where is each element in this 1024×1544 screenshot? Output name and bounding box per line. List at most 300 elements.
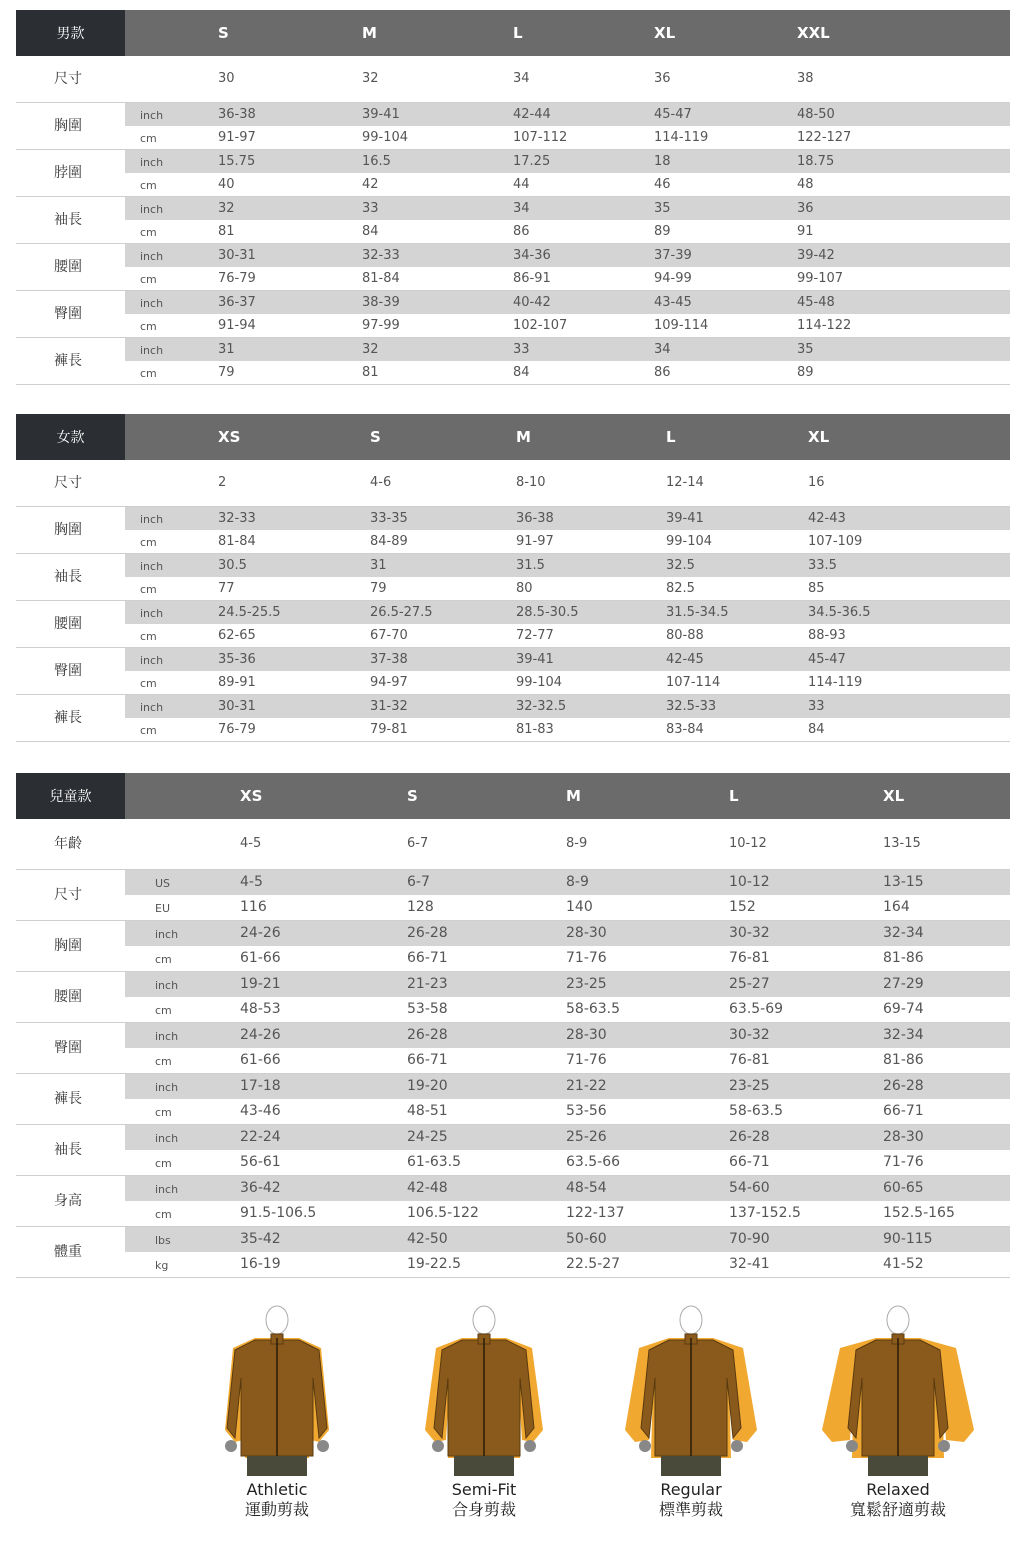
unit-label: cm (140, 677, 157, 690)
table-row (125, 1125, 1010, 1150)
table-cell: 8-9 (566, 836, 588, 851)
men-size-heading: L (513, 24, 523, 42)
row-label: 褲長 (54, 353, 82, 369)
table-cell: 116 (240, 899, 267, 915)
table-cell: 91.5-106.5 (240, 1205, 317, 1221)
table-cell: 36 (654, 71, 671, 86)
unit-label: cm (155, 1208, 172, 1221)
unit-label: cm (140, 583, 157, 596)
table-cell: 8-9 (566, 874, 589, 890)
table-cell: 58-63.5 (729, 1103, 784, 1119)
unit-label: inch (140, 344, 164, 357)
women-size-row (16, 460, 1010, 507)
table-cell: 86 (654, 365, 671, 380)
unit-label: kg (155, 1259, 169, 1272)
table-cell: 45-48 (797, 295, 835, 310)
row-label: 臀圍 (54, 1040, 82, 1056)
table-cell: 53-58 (407, 1001, 448, 1017)
table-row (125, 1150, 1010, 1175)
table-cell: 70-90 (729, 1231, 770, 1247)
men-size-heading: XL (654, 24, 676, 42)
table-cell: 79 (218, 365, 235, 380)
unit-label: lbs (155, 1234, 171, 1247)
unit-label: inch (155, 928, 179, 941)
table-cell: 19-22.5 (407, 1256, 462, 1272)
table-row (125, 895, 1010, 920)
table-row (125, 1048, 1010, 1073)
table-cell: 54-60 (729, 1180, 770, 1196)
kids-measure-group (16, 1023, 1010, 1074)
table-cell: 40-42 (513, 295, 551, 310)
men-size-table (16, 10, 1010, 385)
table-cell: 39-41 (362, 107, 400, 122)
kids-category-tag: 兒童款 (16, 773, 125, 819)
unit-label: cm (140, 132, 157, 145)
table-cell: 67-70 (370, 628, 408, 643)
table-cell: 33.5 (808, 558, 837, 573)
table-row (125, 972, 1010, 997)
fit-regular (611, 1300, 771, 1520)
table-cell: 81 (218, 224, 235, 239)
table-cell: 30.5 (218, 558, 247, 573)
table-cell: 19-20 (407, 1078, 448, 1094)
table-cell: 38-39 (362, 295, 400, 310)
table-cell: 32.5-33 (666, 699, 717, 714)
kids-size-row (16, 819, 1010, 870)
table-cell: 140 (566, 899, 593, 915)
table-cell: 152.5-165 (883, 1205, 955, 1221)
unit-label: inch (155, 1030, 179, 1043)
kids-measure-group (16, 1125, 1010, 1176)
unit-label: inch (140, 560, 164, 573)
table-cell: 30 (218, 71, 235, 86)
table-cell: 31.5-34.5 (666, 605, 729, 620)
unit-label: cm (140, 179, 157, 192)
row-label: 褲長 (54, 710, 82, 726)
table-cell: 26-28 (729, 1129, 770, 1145)
fit-regular-zh: 標準剪裁 (658, 1500, 723, 1519)
kids-size-heading: L (729, 787, 739, 805)
table-cell: 76-79 (218, 271, 256, 286)
table-cell: 32 (362, 342, 379, 357)
table-cell: 31.5 (516, 558, 545, 573)
table-cell: 41-52 (883, 1256, 924, 1272)
table-cell: 45-47 (654, 107, 692, 122)
table-row (125, 997, 1010, 1022)
table-cell: 36-38 (516, 511, 554, 526)
semi-fit-jacket-icon (404, 1300, 564, 1480)
table-cell: 34.5-36.5 (808, 605, 871, 620)
table-cell: 30-31 (218, 248, 256, 263)
table-cell: 17-18 (240, 1078, 281, 1094)
table-cell: 34 (654, 342, 671, 357)
kids-size-heading: M (566, 787, 581, 805)
table-cell: 137-152.5 (729, 1205, 801, 1221)
table-cell: 37-38 (370, 652, 408, 667)
row-label: 褲長 (54, 1091, 82, 1107)
unit-label: cm (155, 953, 172, 966)
men-size-heading: XXL (797, 24, 830, 42)
table-cell: 80 (516, 581, 533, 596)
table-cell: 81-84 (218, 534, 256, 549)
table-cell: 15.75 (218, 154, 256, 169)
unit-label: inch (140, 654, 164, 667)
table-cell: 61-63.5 (407, 1154, 462, 1170)
table-cell: 31 (370, 558, 387, 573)
table-cell: 42 (362, 177, 379, 192)
row-label: 尺寸 (54, 887, 82, 903)
women-measure-group (16, 695, 1010, 742)
table-cell: 21-22 (566, 1078, 607, 1094)
fit-guide (0, 1300, 1024, 1544)
table-cell: 28-30 (566, 1027, 607, 1043)
table-cell: 91 (797, 224, 814, 239)
unit-label: US (155, 877, 171, 890)
table-cell: 44 (513, 177, 530, 192)
table-cell: 13-15 (883, 874, 924, 890)
table-cell: 30-32 (729, 925, 770, 941)
women-measure-group (16, 507, 1010, 554)
men-measure-group (16, 291, 1010, 338)
men-measure-group (16, 244, 1010, 291)
table-cell: 79 (370, 581, 387, 596)
table-cell: 90-115 (883, 1231, 933, 1247)
table-cell: 152 (729, 899, 756, 915)
men-category-tag: 男款 (16, 10, 125, 56)
table-cell: 34 (513, 71, 530, 86)
table-cell: 28-30 (883, 1129, 924, 1145)
table-cell: 107-109 (808, 534, 863, 549)
table-cell: 33 (513, 342, 530, 357)
table-row (125, 103, 1010, 126)
table-cell: 79-81 (370, 722, 408, 737)
table-cell: 42-44 (513, 107, 551, 122)
women-header-row (16, 414, 1010, 460)
table-cell: 24-26 (240, 1027, 281, 1043)
women-measure-group (16, 554, 1010, 601)
table-cell: 85 (808, 581, 825, 596)
fit-athletic-en: Athletic (246, 1480, 308, 1499)
row-label: 年齡 (54, 836, 82, 852)
table-cell: 12-14 (666, 475, 704, 490)
table-cell: 31 (218, 342, 235, 357)
table-cell: 25-27 (729, 976, 770, 992)
table-cell: 19-21 (240, 976, 281, 992)
row-label: 臀圍 (54, 663, 82, 679)
table-cell: 32-33 (362, 248, 400, 263)
men-measure-group (16, 103, 1010, 150)
table-cell: 39-41 (666, 511, 704, 526)
unit-label: cm (155, 1004, 172, 1017)
unit-label: cm (140, 630, 157, 643)
table-row (125, 1201, 1010, 1226)
men-size-heading: S (218, 24, 229, 42)
table-cell: 81-86 (883, 950, 924, 966)
row-label: 腰圍 (54, 616, 82, 632)
row-label: 脖圍 (54, 165, 82, 181)
table-cell: 84 (808, 722, 825, 737)
row-label: 腰圍 (54, 989, 82, 1005)
women-measure-group (16, 648, 1010, 695)
table-cell: 66-71 (729, 1154, 770, 1170)
table-cell: 48-54 (566, 1180, 607, 1196)
table-cell: 48 (797, 177, 814, 192)
women-measure-group (16, 601, 1010, 648)
table-cell: 37-39 (654, 248, 692, 263)
table-cell: 35 (654, 201, 671, 216)
table-cell: 23-25 (729, 1078, 770, 1094)
table-cell: 43-46 (240, 1103, 281, 1119)
table-row (125, 1176, 1010, 1201)
table-cell: 114-119 (654, 130, 709, 145)
table-cell: 21-23 (407, 976, 448, 992)
table-cell: 35 (797, 342, 814, 357)
table-cell: 32 (362, 71, 379, 86)
unit-label: inch (155, 979, 179, 992)
table-cell: 48-51 (407, 1103, 448, 1119)
table-cell: 25-26 (566, 1129, 607, 1145)
table-cell: 10-12 (729, 874, 770, 890)
row-label: 身高 (54, 1193, 82, 1209)
fit-relaxed (818, 1300, 978, 1520)
table-row (125, 361, 1010, 384)
table-row (125, 718, 1010, 741)
table-cell: 32-33 (218, 511, 256, 526)
kids-measure-group (16, 972, 1010, 1023)
table-row (125, 671, 1010, 694)
table-cell: 109-114 (654, 318, 709, 333)
table-cell: 91-94 (218, 318, 256, 333)
table-cell: 42-48 (407, 1180, 448, 1196)
table-cell: 69-74 (883, 1001, 924, 1017)
table-cell: 34-36 (513, 248, 551, 263)
table-cell: 50-60 (566, 1231, 607, 1247)
fit-athletic-zh: 運動剪裁 (244, 1500, 309, 1519)
women-size-heading: S (370, 428, 381, 446)
table-cell: 99-104 (362, 130, 409, 145)
table-row (125, 173, 1010, 196)
table-cell: 89 (797, 365, 814, 380)
table-cell: 48-50 (797, 107, 835, 122)
men-measure-group (16, 150, 1010, 197)
unit-label: cm (140, 320, 157, 333)
table-cell: 33 (362, 201, 379, 216)
table-row (125, 267, 1010, 290)
table-cell: 36-38 (218, 107, 256, 122)
table-cell: 61-66 (240, 1052, 281, 1068)
table-row (125, 601, 1010, 624)
unit-label: inch (140, 297, 164, 310)
table-cell: 81-84 (362, 271, 400, 286)
unit-label: inch (140, 203, 164, 216)
fit-semi-fit-en: Semi-Fit (451, 1480, 517, 1499)
row-label: 胸圍 (54, 938, 82, 954)
women-size-heading: M (516, 428, 531, 446)
table-cell: 62-65 (218, 628, 256, 643)
table-cell: 106.5-122 (407, 1205, 479, 1221)
kids-size-heading: XL (883, 787, 905, 805)
table-cell: 31-32 (370, 699, 408, 714)
table-cell: 71-76 (566, 1052, 607, 1068)
table-cell: 99-104 (666, 534, 713, 549)
table-cell: 53-56 (566, 1103, 607, 1119)
table-row (125, 870, 1010, 895)
kids-measure-group (16, 921, 1010, 972)
kids-size-heading: S (407, 787, 418, 805)
table-cell: 38 (797, 71, 814, 86)
table-cell: 4-6 (370, 475, 392, 490)
unit-label: inch (140, 109, 164, 122)
regular-jacket-icon (611, 1300, 771, 1480)
table-cell: 45-47 (808, 652, 846, 667)
table-cell: 60-65 (883, 1180, 924, 1196)
table-row (125, 126, 1010, 149)
table-cell: 35-42 (240, 1231, 281, 1247)
table-row (125, 220, 1010, 243)
row-label: 尺寸 (54, 71, 82, 87)
table-cell: 32-32.5 (516, 699, 567, 714)
table-cell: 107-112 (513, 130, 568, 145)
table-cell: 33 (808, 699, 825, 714)
table-cell: 102-107 (513, 318, 568, 333)
table-cell: 35-36 (218, 652, 256, 667)
table-cell: 16-19 (240, 1256, 281, 1272)
table-cell: 164 (883, 899, 910, 915)
table-cell: 84 (513, 365, 530, 380)
women-size-heading: XL (808, 428, 830, 446)
table-cell: 4-5 (240, 874, 263, 890)
men-measure-group (16, 338, 1010, 385)
table-row (125, 554, 1010, 577)
table-cell: 48-53 (240, 1001, 281, 1017)
fit-relaxed-en: Relaxed (866, 1480, 930, 1499)
unit-label: cm (155, 1157, 172, 1170)
table-row (125, 1099, 1010, 1124)
row-label: 尺寸 (54, 475, 82, 491)
fit-semi-fit (404, 1300, 564, 1520)
table-cell: 36-42 (240, 1180, 281, 1196)
unit-label: EU (155, 902, 171, 915)
table-cell: 122-137 (566, 1205, 625, 1221)
table-cell: 86-91 (513, 271, 551, 286)
table-row (125, 314, 1010, 337)
table-cell: 76-81 (729, 950, 770, 966)
men-size-heading: M (362, 24, 377, 42)
table-cell: 86 (513, 224, 530, 239)
table-cell: 22-24 (240, 1129, 281, 1145)
table-cell: 43-45 (654, 295, 692, 310)
unit-label: inch (140, 250, 164, 263)
table-cell: 76-81 (729, 1052, 770, 1068)
table-cell: 18.75 (797, 154, 835, 169)
table-cell: 32-34 (883, 925, 924, 941)
table-cell: 77 (218, 581, 235, 596)
table-cell: 42-45 (666, 652, 704, 667)
table-cell: 30-31 (218, 699, 256, 714)
table-cell: 13-15 (883, 836, 921, 851)
table-row (125, 530, 1010, 553)
unit-label: cm (140, 367, 157, 380)
table-cell: 58-63.5 (566, 1001, 621, 1017)
table-cell: 76-79 (218, 722, 256, 737)
table-row (125, 695, 1010, 718)
unit-label: cm (140, 273, 157, 286)
table-cell: 28-30 (566, 925, 607, 941)
row-label: 袖長 (54, 569, 82, 585)
table-cell: 81 (362, 365, 379, 380)
table-cell: 71-76 (566, 950, 607, 966)
table-row (125, 507, 1010, 530)
table-cell: 63.5-66 (566, 1154, 621, 1170)
table-row (125, 1074, 1010, 1099)
table-cell: 6-7 (407, 836, 429, 851)
table-cell: 30-32 (729, 1027, 770, 1043)
kids-measure-group (16, 1176, 1010, 1227)
table-cell: 94-97 (370, 675, 408, 690)
table-cell: 94-99 (654, 271, 692, 286)
unit-label: cm (140, 724, 157, 737)
table-row (125, 291, 1010, 314)
kids-size-table (16, 773, 1010, 1278)
table-cell: 28.5-30.5 (516, 605, 579, 620)
table-row (125, 1023, 1010, 1048)
unit-label: inch (155, 1183, 179, 1196)
table-cell: 32-41 (729, 1256, 770, 1272)
table-cell: 99-107 (797, 271, 844, 286)
table-cell: 6-7 (407, 874, 430, 890)
table-cell: 91-97 (516, 534, 554, 549)
unit-label: inch (140, 156, 164, 169)
table-cell: 36 (797, 201, 814, 216)
unit-label: inch (140, 513, 164, 526)
table-cell: 17.25 (513, 154, 551, 169)
table-cell: 63.5-69 (729, 1001, 784, 1017)
row-label: 袖長 (54, 212, 82, 228)
table-row (125, 338, 1010, 361)
table-cell: 26-28 (883, 1078, 924, 1094)
table-cell: 89 (654, 224, 671, 239)
relaxed-jacket-icon (818, 1300, 978, 1480)
table-cell: 89-91 (218, 675, 256, 690)
table-row (125, 244, 1010, 267)
unit-label: cm (140, 536, 157, 549)
kids-measure-group (16, 1227, 1010, 1278)
table-row (125, 648, 1010, 671)
table-cell: 83-84 (666, 722, 704, 737)
table-cell: 39-41 (516, 652, 554, 667)
table-cell: 91-97 (218, 130, 256, 145)
table-cell: 84-89 (370, 534, 408, 549)
table-cell: 33-35 (370, 511, 408, 526)
kids-header-row (16, 773, 1010, 819)
table-cell: 122-127 (797, 130, 852, 145)
table-cell: 26.5-27.5 (370, 605, 433, 620)
table-cell: 82.5 (666, 581, 695, 596)
table-cell: 56-61 (240, 1154, 281, 1170)
unit-label: cm (155, 1106, 172, 1119)
table-cell: 66-71 (883, 1103, 924, 1119)
kids-measure-group (16, 1074, 1010, 1125)
table-cell: 66-71 (407, 950, 448, 966)
kids-measure-group (16, 870, 1010, 921)
table-cell: 36-37 (218, 295, 256, 310)
table-cell: 26-28 (407, 925, 448, 941)
table-cell: 114-119 (808, 675, 863, 690)
men-header-row (16, 10, 1010, 56)
table-cell: 42-43 (808, 511, 846, 526)
table-cell: 23-25 (566, 976, 607, 992)
fit-athletic (197, 1300, 357, 1520)
